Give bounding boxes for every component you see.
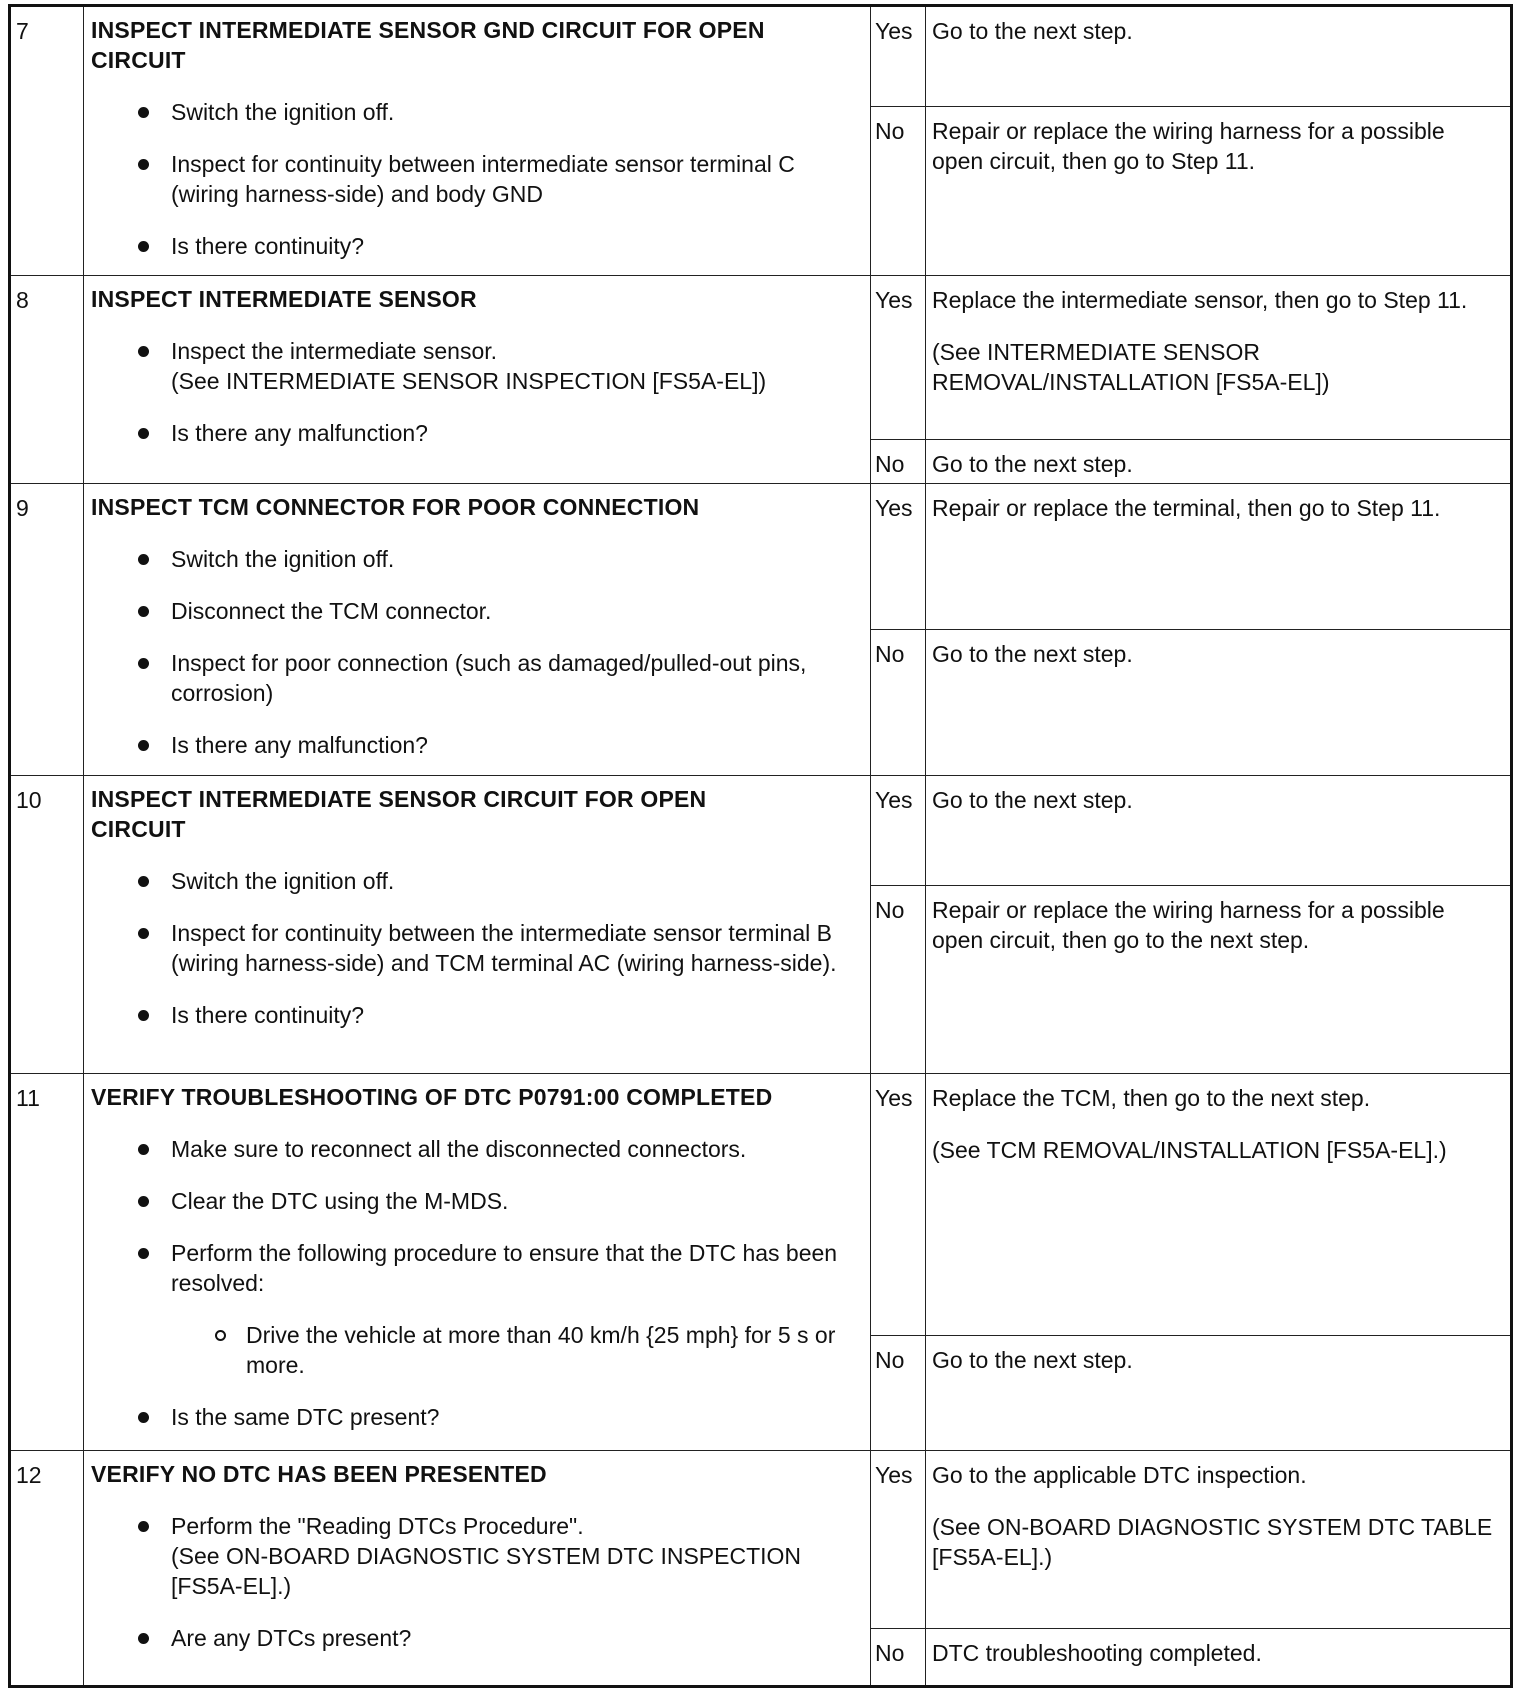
no-action: Go to the next step. [932,641,1133,667]
reference-note: (See INTERMEDIATE SENSOR REMOVAL/INSTALLATION [FS5A-EL]) [932,339,1330,395]
bullet-icon [138,928,149,939]
bullet-icon [138,876,149,887]
bullet-item: Perform the following procedure to ensure that the DTC has been resolved: [91,1238,860,1298]
reference-note: (See TCM REMOVAL/INSTALLATION [FS5A-EL].) [932,1137,1447,1163]
step-number: 12 [11,1451,84,1685]
no-action: Repair or replace the wiring harness for a possible open circuit, then go to Step 11. [932,118,1445,174]
bullet-item: Is there any malfunction? [91,418,860,448]
yes-label: Yes [871,276,926,439]
bullet-item: Inspect the intermediate sensor. [91,336,860,366]
step-heading: INSPECT INTERMEDIATE SENSOR [91,286,477,312]
step-number: 7 [11,7,84,275]
troubleshooting-table [8,4,1513,1688]
bullet-item: Disconnect the TCM connector. [91,596,860,626]
bullet-item: Switch the ignition off. [91,544,860,574]
bullet-item: Switch the ignition off. [91,97,860,127]
no-result [871,1336,1510,1450]
step-heading: VERIFY TROUBLESHOOTING OF DTC P0791:00 COMPLETED [91,1084,773,1110]
step-instructions [84,1074,871,1450]
bullet-icon [138,428,149,439]
no-action: Repair or replace the wiring harness for a possible open circuit, then go to the next step. [932,897,1445,953]
step-row-7 [11,7,1510,276]
yes-result [871,1451,1510,1629]
circle-bullet-icon [215,1330,226,1341]
step-number: 8 [11,276,84,483]
yes-label: Yes [871,7,926,106]
yes-action: Replace the TCM, then go to the next step. (See TCM REMOVAL/INSTALLATION [FS5A-EL].) [926,1074,1510,1165]
yes-result [871,776,1510,886]
bullet-icon [138,1248,149,1259]
bullet-item: Is there continuity? [91,1000,860,1030]
yes-action: Go to the next step. [932,787,1133,813]
no-result [871,1629,1510,1685]
step-heading: VERIFY NO DTC HAS BEEN PRESENTED [91,1461,547,1487]
bullet-item: Switch the ignition off. [91,866,860,896]
no-label: No [871,107,926,275]
bullet-item: Inspect for poor connection (such as damaged/pulled-out pins, corrosion) [91,648,860,708]
yes-action: Repair or replace the terminal, then go to Step 11. [932,495,1441,521]
yes-result [871,484,1510,630]
bullet-icon [138,159,149,170]
step-instructions [84,276,871,483]
bullet-icon [138,1196,149,1207]
bullet-icon [138,1633,149,1644]
no-label: No [871,886,926,1073]
step-number: 9 [11,484,84,775]
reference-note: (See ON-BOARD DIAGNOSTIC SYSTEM DTC INSPECTION [FS5A-EL].) [171,1543,802,1599]
step-number: 10 [11,776,84,1073]
step-row-9 [11,484,1510,776]
sub-bullet-item: Drive the vehicle at more than 40 km/h {25 mph} for 5 s or more. [91,1320,860,1380]
no-label: No [871,630,926,775]
step-row-12 [11,1451,1510,1685]
yes-label: Yes [871,1074,926,1335]
step-instructions [84,7,871,275]
yes-action: Go to the applicable DTC inspection. (See ON-BOARD DIAGNOSTIC SYSTEM DTC TABLE [FS5A-EL].) [926,1451,1510,1572]
bullet-item: Is there any malfunction? [91,730,860,760]
yes-action: Go to the next step. [932,18,1133,44]
yes-action: Replace the intermediate sensor, then go to Step 11. (See INTERMEDIATE SENSOR REMOVAL/INSTALLATION [FS5A-EL]) [926,276,1510,397]
bullet-icon [138,554,149,565]
bullet-icon [138,740,149,751]
bullet-icon [138,1010,149,1021]
result-column [871,7,1510,275]
bullet-icon [138,346,149,357]
no-result [871,107,1510,275]
step-heading: INSPECT TCM CONNECTOR FOR POOR CONNECTION [91,494,700,520]
result-column [871,484,1510,775]
yes-label: Yes [871,1451,926,1628]
no-label: No [871,1336,926,1450]
reference-note: (See INTERMEDIATE SENSOR INSPECTION [FS5A-EL]) [171,368,767,394]
no-action: Go to the next step. [932,451,1133,477]
step-heading: INSPECT INTERMEDIATE SENSOR CIRCUIT FOR OPEN CIRCUIT [91,786,707,842]
step-row-11 [11,1074,1510,1451]
bullet-icon [138,107,149,118]
bullet-item: Is the same DTC present? [91,1402,860,1432]
result-column [871,776,1510,1073]
yes-result [871,7,1510,107]
no-action: Go to the next step. [932,1347,1133,1373]
yes-result [871,1074,1510,1336]
reference-note: (See ON-BOARD DIAGNOSTIC SYSTEM DTC TABLE [FS5A-EL].) [932,1514,1493,1570]
no-label: No [871,1629,926,1685]
result-column [871,1451,1510,1685]
result-column [871,276,1510,483]
result-column [871,1074,1510,1450]
bullet-icon [138,241,149,252]
step-heading: INSPECT INTERMEDIATE SENSOR GND CIRCUIT FOR OPEN CIRCUIT [91,17,765,73]
bullet-item: Inspect for continuity between the intermediate sensor terminal B (wiring harness-side) and TCM terminal AC (wiring harness-side). [91,918,860,978]
step-number: 11 [11,1074,84,1450]
bullet-item: Make sure to reconnect all the disconnected connectors. [91,1134,860,1164]
step-row-8 [11,276,1510,484]
no-result [871,440,1510,483]
step-instructions [84,776,871,1073]
bullet-item: Clear the DTC using the M-MDS. [91,1186,860,1216]
bullet-item: Perform the "Reading DTCs Procedure". [91,1511,860,1541]
step-instructions [84,1451,871,1685]
no-action: DTC troubleshooting completed. [932,1640,1262,1666]
step-row-10 [11,776,1510,1074]
bullet-icon [138,1144,149,1155]
no-label: No [871,440,926,483]
yes-label: Yes [871,484,926,629]
bullet-icon [138,658,149,669]
yes-label: Yes [871,776,926,885]
bullet-icon [138,606,149,617]
bullet-icon [138,1521,149,1532]
no-result [871,630,1510,775]
yes-result [871,276,1510,440]
bullet-item: Is there continuity? [91,231,860,261]
bullet-item: Inspect for continuity between intermediate sensor terminal C (wiring harness-side) and body GND [91,149,860,209]
no-result [871,886,1510,1073]
bullet-icon [138,1412,149,1423]
step-instructions [84,484,871,775]
bullet-item: Are any DTCs present? [91,1623,860,1653]
